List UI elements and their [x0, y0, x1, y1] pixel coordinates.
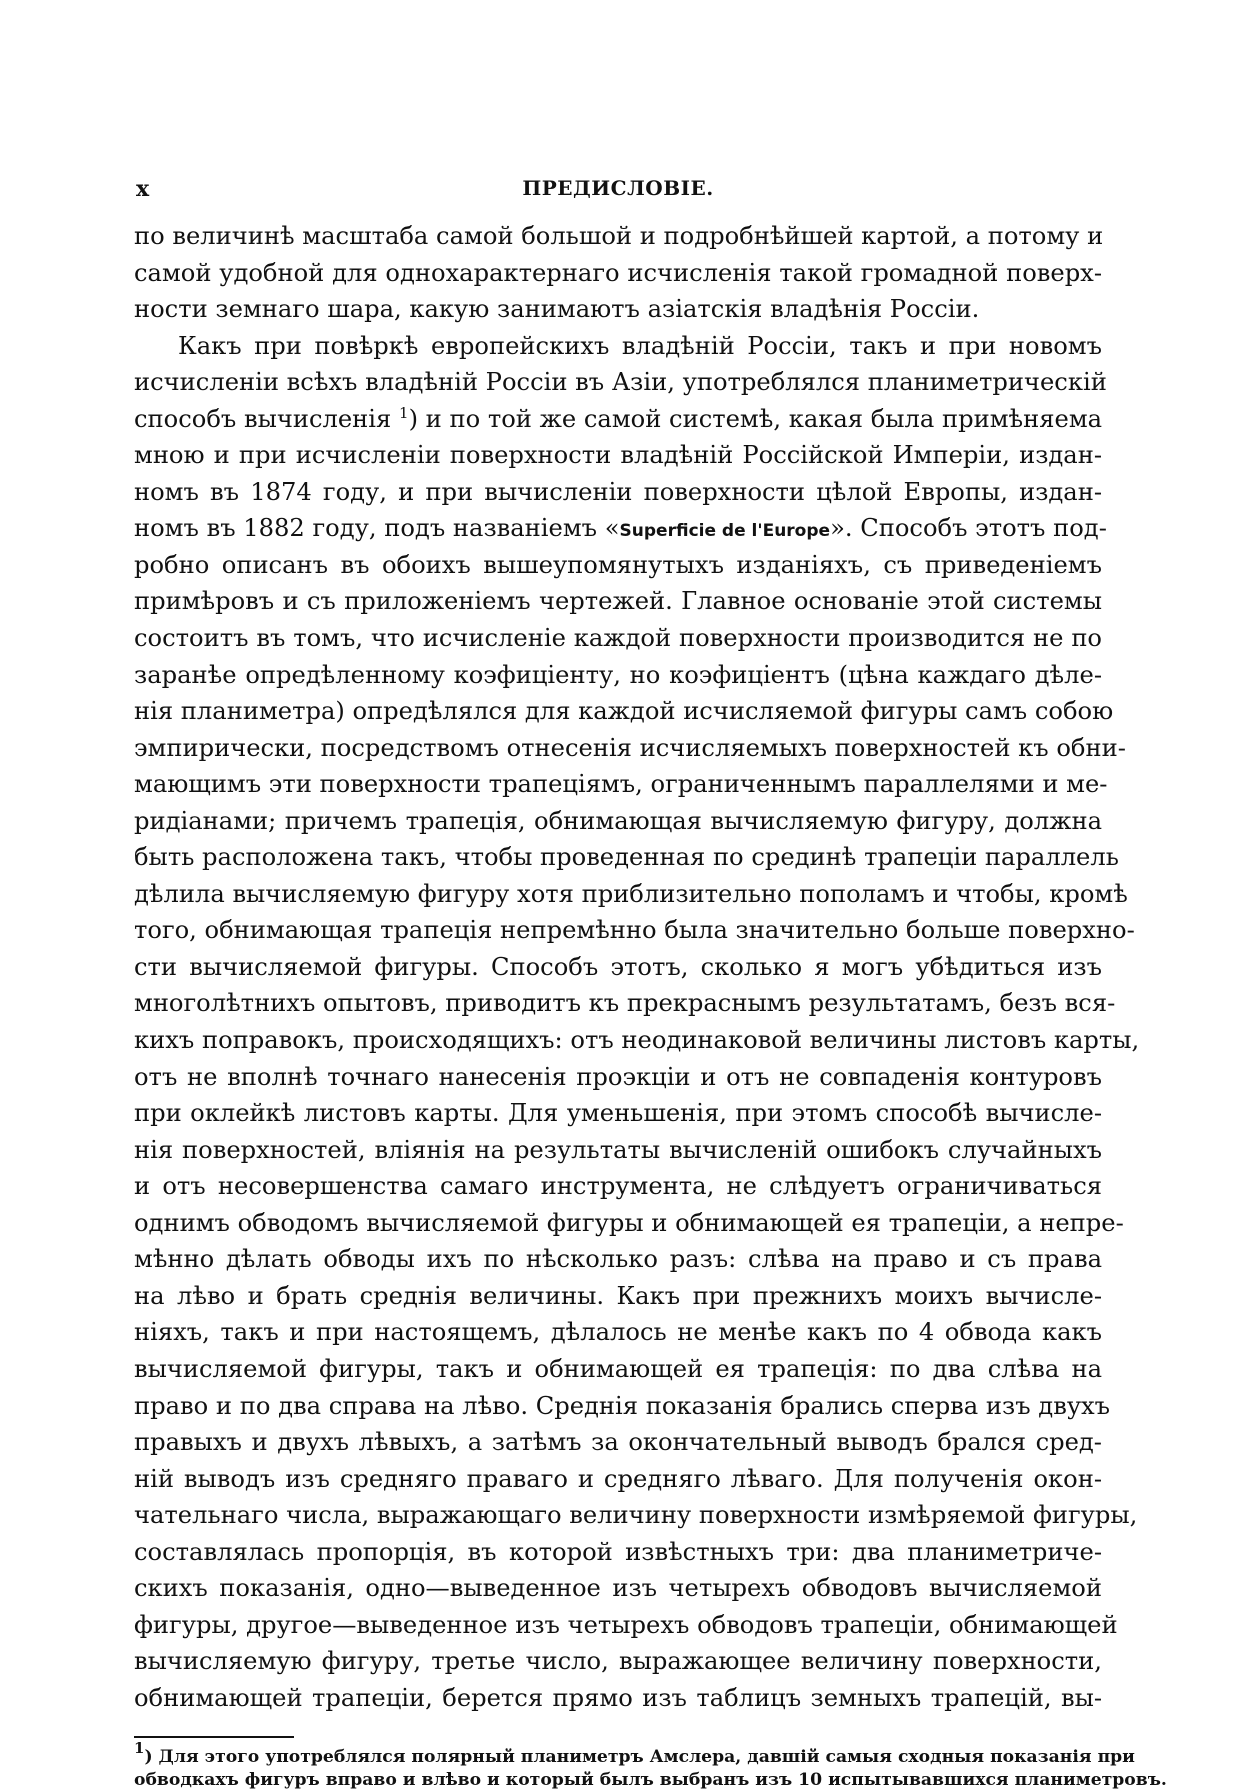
text-line: по величинѣ масштаба самой большой и подробнѣйшей картой, а потому и	[134, 222, 1104, 250]
text-line: мающимъ эти поверхности трапеціямъ, ограниченнымъ параллелями и ме-	[134, 770, 1108, 799]
text-line: фигуры, другое—выведенное изъ четырехъ обводовъ трапеціи, обнимающей	[134, 1610, 1118, 1639]
text-line-with-title	[134, 510, 1107, 547]
running-title: ПРЕДИСЛОВІЕ.	[522, 176, 714, 200]
footnote-text: ) Для этого употреблялся полярный планиметръ Амслера, давшій самыя сходныя показанія при	[144, 1747, 1135, 1767]
text-line: эмпирически, посредствомъ отнесенія исчисляемыхъ поверхностей къ обни-	[134, 733, 1126, 762]
text-fragment: способъ вычисленія	[134, 404, 392, 433]
paragraph-start-line: Какъ при повѣркѣ европейскихъ владѣній Россіи, такъ и при новомъ	[178, 331, 1102, 360]
footnotes	[134, 1739, 1167, 1792]
text-line: ридіанами; причемъ трапеція, обнимающая вычисляемую фигуру, должна	[134, 806, 1102, 835]
text-line: правыхъ и двухъ лѣвыхъ, а затѣмъ за окончательный выводъ брался сред-	[134, 1428, 1102, 1457]
text-fragment: ». Способъ этотъ под-	[830, 514, 1107, 543]
page-header	[134, 176, 1102, 206]
text-line: робно описанъ въ обоихъ вышеупомянутыхъ изданіяхъ, съ приведеніемъ	[134, 550, 1102, 579]
text-line: мною и при исчисленіи поверхности владѣній Россійской Имперіи, издан-	[134, 441, 1102, 470]
text-line: ніяхъ, такъ и при настоящемъ, дѣлалось не менѣе какъ по 4 обвода какъ	[134, 1318, 1102, 1347]
text-line: обнимающей трапеціи, берется прямо изъ таблицъ земныхъ трапецій, вы-	[134, 1683, 1102, 1712]
text-line: скихъ показанія, одно—выведенное изъ четырехъ обводовъ вычисляемой	[134, 1574, 1102, 1603]
text-line: состоитъ въ томъ, что исчисленіе каждой поверхности производится не по	[134, 624, 1102, 653]
text-line: ній выводъ изъ средняго праваго и средняго лѣваго. Для полученія окон-	[134, 1464, 1102, 1493]
text-line: ности земнаго шара, какую занимаютъ азіатскія владѣнія Россіи.	[134, 295, 980, 324]
text-line: нія планиметра) опредѣлялся для каждой исчисляемой фигуры самъ собою	[134, 697, 1114, 726]
footnote-divider	[134, 1736, 294, 1738]
body-text	[134, 218, 1140, 1716]
text-line: нія поверхностей, вліянія на результаты вычисленій ошибокъ случайныхъ	[134, 1135, 1102, 1164]
footnote-marker: 1	[134, 1739, 145, 1757]
text-line: быть расположена такъ, чтобы проведенная по срединѣ трапеціи параллель	[134, 843, 1119, 872]
text-line: заранѣе опредѣленному коэфиціенту, но коэфиціентъ (цѣна каждаго дѣле-	[134, 660, 1102, 689]
text-line: однимъ обводомъ вычисляемой фигуры и обнимающей ея трапеціи, а непре-	[134, 1208, 1124, 1237]
text-line: мѣнно дѣлать обводы ихъ по нѣсколько разъ: слѣва на право и съ права	[134, 1245, 1102, 1274]
text-line: вычисляемой фигуры, такъ и обнимающей ея трапеція: по два слѣва на	[134, 1354, 1102, 1383]
text-line-with-footnote	[134, 401, 1102, 438]
footnote-reference: 1	[399, 403, 409, 422]
text-line: право и по два справа на лѣво. Среднія показанія брались сперва изъ двухъ	[134, 1391, 1111, 1420]
text-line: и отъ несовершенства самаго инструмента, не слѣдуетъ ограничиваться	[134, 1172, 1102, 1201]
page-number: x	[136, 176, 150, 202]
text-line: дѣлила вычисляемую фигуру хотя приблизительно пополамъ и чтобы, кромѣ	[134, 879, 1128, 908]
text-line: кихъ поправокъ, происходящихъ: отъ неодинаковой величины листовъ карты,	[134, 1026, 1140, 1055]
text-fragment: ) и по той же самой системѣ, какая была примѣняема	[408, 404, 1103, 433]
text-line: составлялась пропорція, въ которой извѣстныхъ три: два планиметриче-	[134, 1537, 1102, 1566]
footnote-line: обводкахъ фигуръ вправо и влѣво и который былъ выбранъ изъ 10 испытывавшихся планиметровъ.	[134, 1770, 1167, 1790]
text-line: многолѣтнихъ опытовъ, приводитъ къ прекраснымъ результатамъ, безъ вся-	[134, 989, 1116, 1018]
text-line: номъ въ 1874 году, и при вычисленіи поверхности цѣлой Европы, издан-	[134, 477, 1102, 506]
text-line: вычисляемую фигуру, третье число, выражающее величину поверхности,	[134, 1647, 1102, 1676]
text-line: самой удобной для однохарактернаго исчисленія такой громадной поверх-	[134, 258, 1102, 287]
text-line: исчисленіи всѣхъ владѣній Россіи въ Азіи, употреблялся планиметрическій	[134, 368, 1107, 397]
cited-title: Superficie de l'Europe	[619, 521, 831, 542]
text-line: при оклейкѣ листовъ карты. Для уменьшенія, при этомъ способѣ вычисле-	[134, 1099, 1102, 1128]
text-fragment: номъ въ 1882 году, подъ названіемъ «	[134, 514, 620, 543]
text-line: примѣровъ и съ приложеніемъ чертежей. Главное основаніе этой системы	[134, 587, 1102, 616]
text-line: сти вычисляемой фигуры. Способъ этотъ, сколько я могъ убѣдиться изъ	[134, 952, 1102, 981]
text-line: отъ не вполнѣ точнаго нанесенія проэкціи и отъ не совпаденія контуровъ	[134, 1062, 1102, 1091]
footnote-line	[134, 1739, 1135, 1769]
text-line: чательнаго числа, выражающаго величину поверхности измѣряемой фигуры,	[134, 1501, 1138, 1530]
text-line: на лѣво и брать среднія величины. Какъ при прежнихъ моихъ вычисле-	[134, 1281, 1102, 1310]
text-line: того, обнимающая трапеція непремѣнно была значительно больше поверхно-	[134, 916, 1135, 945]
